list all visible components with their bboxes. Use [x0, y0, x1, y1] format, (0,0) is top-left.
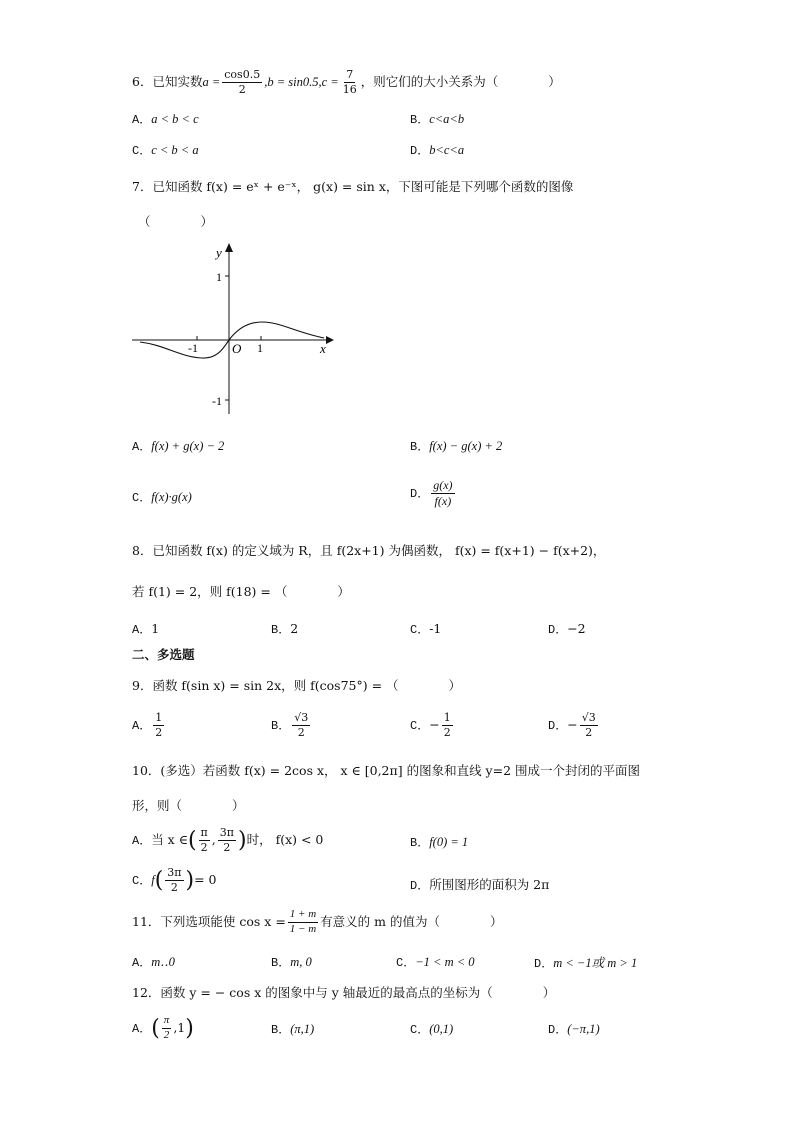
frac-den: 1 − m [289, 922, 317, 935]
option-label: C． [410, 1023, 430, 1037]
option-label: D． [410, 879, 430, 893]
option-text: c<a<b [429, 112, 465, 126]
q10-a-frac2 [218, 826, 236, 855]
paren-close: ) [185, 867, 195, 893]
option-suffix: ,1 [173, 1019, 186, 1035]
q9-option-b[interactable] [271, 711, 312, 740]
q6-option-d[interactable] [410, 141, 464, 158]
option-prefix: f [151, 872, 155, 887]
frac-num: 1 [443, 711, 451, 724]
option-label: A． [132, 623, 152, 637]
y-tick-label-bottom: -1 [212, 394, 222, 408]
option-text: m, 0 [290, 955, 312, 969]
option-label: C． [410, 718, 430, 733]
q11-fraction [288, 908, 318, 937]
frac-num: g(x) [433, 478, 453, 492]
option-text: (−π,1) [567, 1022, 600, 1036]
q10-option-b[interactable] [410, 833, 468, 850]
option-text: 2 [290, 621, 299, 636]
q8-option-d[interactable] [548, 620, 586, 637]
sign: − [567, 716, 578, 732]
q8-option-c[interactable] [410, 620, 441, 637]
q7-d-fraction [431, 478, 454, 509]
option-text: f(x)·g(x) [151, 490, 192, 504]
option-text: m < −1或 m > 1 [553, 956, 638, 970]
option-label: B． [271, 956, 291, 970]
option-label: D． [410, 487, 430, 501]
option-text: f(x) − g(x) + 2 [429, 439, 503, 453]
q7-option-d[interactable] [410, 478, 457, 509]
frac-den: f(x) [434, 494, 452, 508]
frac-num: 3π [219, 826, 234, 839]
q12-option-a[interactable] [132, 1014, 194, 1043]
option-text: c < b < a [151, 143, 199, 157]
q7-answer-paren: （ ） [138, 214, 214, 229]
q9-b-fraction [292, 711, 310, 740]
q10-a-frac1 [199, 826, 210, 855]
q12-option-d[interactable] [548, 1020, 600, 1037]
x-label: x [320, 341, 326, 356]
option-text: 所围图形的面积为 2π [429, 877, 550, 892]
option-label: B． [410, 113, 430, 127]
q8-option-b[interactable] [271, 620, 298, 637]
q10-c-fraction [165, 866, 183, 895]
question-7-stem: 7．已知函数 f(x) = eˣ + e⁻ˣ， g(x) = sin x，下图可能是下列哪个函数的图像 [132, 179, 574, 194]
q6-a-num: cos0.5 [224, 68, 261, 81]
origin-label: O [232, 341, 242, 356]
q6-a-den: 2 [238, 82, 246, 96]
q9-option-c[interactable] [410, 711, 455, 740]
frac-den: 2 [443, 725, 451, 739]
option-label: B． [271, 718, 291, 733]
q10-option-d[interactable] [410, 875, 549, 893]
question-11-stem [132, 908, 502, 937]
option-label: A． [132, 833, 152, 848]
y-label: y [216, 245, 222, 260]
option-text: -1 [429, 621, 442, 636]
q6-option-c[interactable] [132, 141, 199, 158]
option-text: −1 < m < 0 [415, 955, 475, 969]
q7-option-c[interactable] [132, 488, 192, 505]
paren-open: ( [187, 827, 197, 853]
frac-den: 2 [170, 880, 178, 894]
q11-option-d[interactable] [534, 953, 637, 971]
question-6-stem [132, 68, 561, 97]
q6-a-fraction [222, 68, 262, 97]
q7-option-a[interactable] [132, 437, 224, 454]
q6-suffix: ，则它们的大小关系为（ ） [360, 73, 561, 89]
option-label: D． [548, 718, 568, 733]
frac-den: 2 [223, 840, 231, 854]
q10-option-c[interactable] [132, 866, 217, 895]
option-text: m‥0 [151, 955, 175, 969]
frac-num: 3π [167, 866, 182, 879]
question-12-stem: 12．函数 y = − cos x 的图象中与 y 轴最近的最高点的坐标为（ ） [132, 985, 556, 1000]
question-10-line2: 形，则（ ） [132, 798, 245, 813]
q6-a-expr: a = [202, 74, 221, 89]
question-8-line2: 若 f(1) = 2，则 f(18) = （ ） [132, 584, 350, 599]
q11-prefix: 11．下列选项能使 cos x = [132, 913, 286, 929]
option-prefix: 当 x ∈ [151, 831, 188, 847]
q10-option-a[interactable]: A．当 x ∈( $\frac{\pi}{2}$ , $\frac{3\pi}{2}$ )时， f(x) < 0 [132, 826, 324, 854]
frac-den: 2 [585, 725, 593, 739]
frac-den: 2 [155, 725, 163, 739]
option-label: B． [271, 623, 291, 637]
frac-num: 1 [155, 711, 163, 724]
option-suffix: = 0 [194, 871, 217, 887]
y-axis-arrow [225, 243, 233, 252]
q11-option-b[interactable] [271, 953, 312, 970]
q7-function-graph [130, 240, 335, 420]
option-label: C． [132, 491, 152, 505]
option-label: A． [132, 440, 152, 454]
option-text: a < b < c [151, 112, 199, 126]
option-label: B． [271, 1023, 291, 1037]
option-label: D． [548, 623, 568, 637]
option-text: (0,1) [429, 1022, 454, 1036]
option-suffix: 时， f(x) < 0 [246, 831, 324, 847]
frac-den: 2 [163, 1028, 170, 1041]
q11-option-a[interactable] [132, 953, 175, 970]
option-label: C． [410, 623, 430, 637]
q9-d-fraction [580, 711, 598, 740]
frac-num: π [200, 826, 208, 839]
frac-num: √3 [294, 711, 309, 724]
q6-option-a[interactable] [132, 110, 199, 127]
option-label: C． [132, 873, 152, 888]
sign: − [429, 716, 440, 732]
frac-den: 2 [200, 840, 208, 854]
option-text: (π,1) [290, 1022, 315, 1036]
option-label: C． [132, 144, 152, 158]
q12-option-c[interactable] [410, 1020, 453, 1037]
option-label: A． [132, 113, 152, 127]
q9-option-a[interactable] [132, 711, 166, 740]
option-label: A． [132, 718, 152, 733]
x-tick-label-left: -1 [188, 341, 198, 355]
q9-c-fraction [442, 711, 453, 740]
option-text: −2 [567, 621, 586, 636]
option-label: A． [132, 956, 152, 970]
y-tick-label-top: 1 [216, 270, 222, 284]
option-label: C． [396, 956, 416, 970]
option-label: A． [132, 1021, 152, 1036]
option-text: b<c<a [429, 143, 465, 157]
q11-option-c[interactable] [396, 953, 475, 970]
option-label: D． [548, 1023, 568, 1037]
q6-option-b[interactable] [410, 110, 464, 127]
q11-suffix: 有意义的 m 的值为（ ） [320, 913, 503, 929]
q9-a-fraction [153, 711, 164, 740]
question-10-stem: 10．(多选）若函数 f(x) = 2cos x， x ∈ [0,2π] 的图象和直线 y=2 围成一个封闭的平面图 [132, 763, 641, 778]
option-label: B． [410, 836, 430, 850]
option-text: f(0) = 1 [429, 835, 469, 849]
paren-open: ( [151, 1015, 160, 1041]
option-text: f(x) + g(x) − 2 [151, 439, 225, 453]
section-heading-multi-choice: 二、多选题 [132, 647, 195, 662]
frac-den: 2 [297, 725, 305, 739]
option-label: D． [410, 144, 430, 158]
q6-bc-expr: ,b = sin0.5,c = [264, 74, 339, 89]
question-8-stem: 8．已知函数 f(x) 的定义域为 R，且 f(2x+1) 为偶函数， f(x) = f(x+1) − f(x+2)， [132, 543, 606, 558]
q6-c-num: 7 [346, 68, 354, 81]
q9-option-d[interactable] [548, 711, 600, 740]
q12-a-fraction [162, 1014, 172, 1043]
q6-prefix: 6．已知实数 [132, 73, 203, 89]
paren-close: ) [238, 827, 247, 853]
option-text: 1 [151, 621, 160, 636]
option-label: B． [410, 440, 430, 454]
paren-open: ( [154, 867, 164, 893]
question-9-stem: 9．函数 f(sin x) = sin 2x，则 f(cos75°) = （ ） [132, 678, 462, 693]
x-axis-arrow [326, 336, 334, 344]
q7-option-b[interactable] [410, 437, 502, 454]
option-label: D． [534, 957, 554, 971]
frac-num: 1 + m [288, 908, 318, 923]
q6-c-den: 16 [342, 82, 357, 96]
q12-option-b[interactable] [271, 1020, 314, 1037]
x-tick-label-right: 1 [257, 341, 263, 355]
paren-close: ) [185, 1015, 194, 1041]
q8-option-a[interactable] [132, 620, 159, 637]
q6-c-fraction [341, 68, 359, 97]
frac-num: π [162, 1014, 172, 1029]
frac-num: √3 [581, 711, 596, 724]
